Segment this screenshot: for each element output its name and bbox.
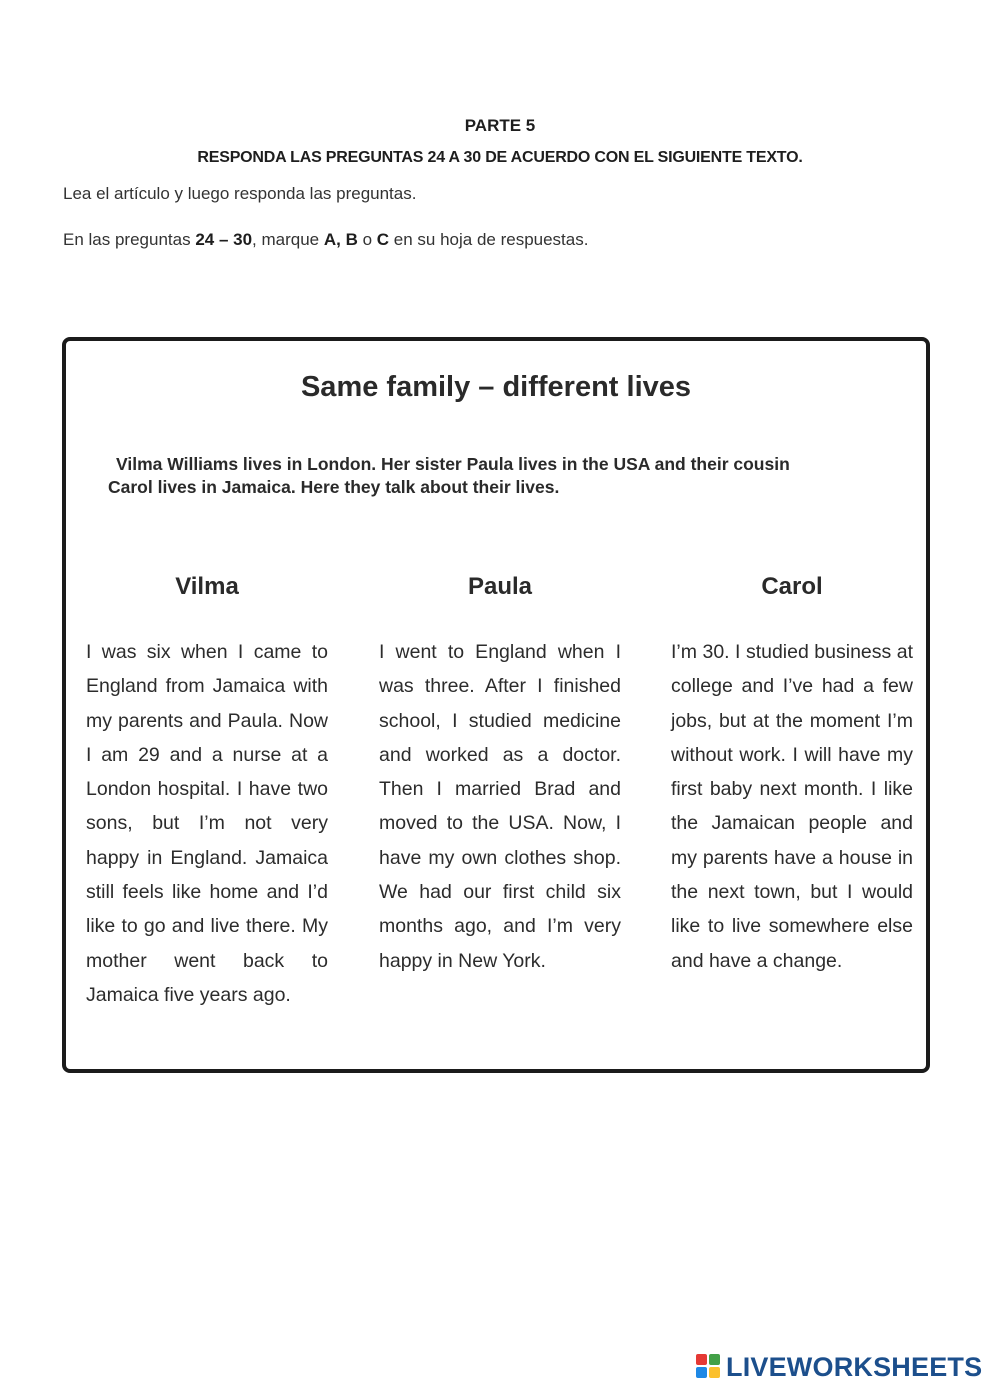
article-box [62,337,930,1073]
liveworksheets-logo[interactable] [696,1352,982,1382]
intro-middle: , marque [252,230,324,249]
options-ab: A, B [323,230,358,249]
column-text: I was six when I came to England from Jamaica with my parents and Paula. Now I am 29 and a nurse at a London hospital. I have two sons, but I’m not very happy in England. Jamaica still feels like home and I’d like to go and live there. My mother went back to Jamaica five years ago. [86,641,328,1006]
column-name: Vilma [175,573,239,600]
logo-text: LIVEWORKSHEETS [726,1351,983,1382]
column-carol [671,573,913,978]
column-text: I went to England when I was three. After I finished school, I studied medicine and worked as a doctor. Then I married Brad and moved to the USA. Now, I have my own clothes shop. We had our first child six months ago, and I’m very happy in New York. [379,641,621,972]
column-name: Carol [761,573,823,600]
intro-or: o [357,230,377,249]
part-title: PARTE 5 [464,116,536,135]
logo-icon [696,1354,722,1380]
option-c: C [376,230,390,249]
article-title: Same family – different lives [300,371,692,403]
question-range: 24 – 30 [195,230,253,249]
column-paula [379,573,621,978]
column-name: Paula [467,573,533,600]
article-lead-line-1: Vilma Williams lives in London. Her sister Paula lives in the USA and their cousin [116,454,790,474]
column-text: I’m 30. I studied business at college and I’ve had a few jobs, but at the moment I’m without work. I will have my first baby next month. I like the Jamaican people and my parents have a house in the next town, but I would like to live somewhere else and have a change. [671,641,913,972]
intro-suffix: en su hoja de respuestas. [389,230,589,249]
instruction-heading: RESPONDA LAS PREGUNTAS 24 A 30 DE ACUERDO CON EL SIGUIENTE TEXTO. [197,149,803,166]
column-vilma [86,573,328,1012]
intro-line-2 [63,230,588,250]
intro-line-1: Lea el artículo y luego responda las preguntas. [63,184,417,203]
intro-prefix: En las preguntas [63,230,196,249]
article-lead-line-2: Carol lives in Jamaica. Here they talk about their lives. [108,477,560,497]
article-lead [108,453,892,499]
